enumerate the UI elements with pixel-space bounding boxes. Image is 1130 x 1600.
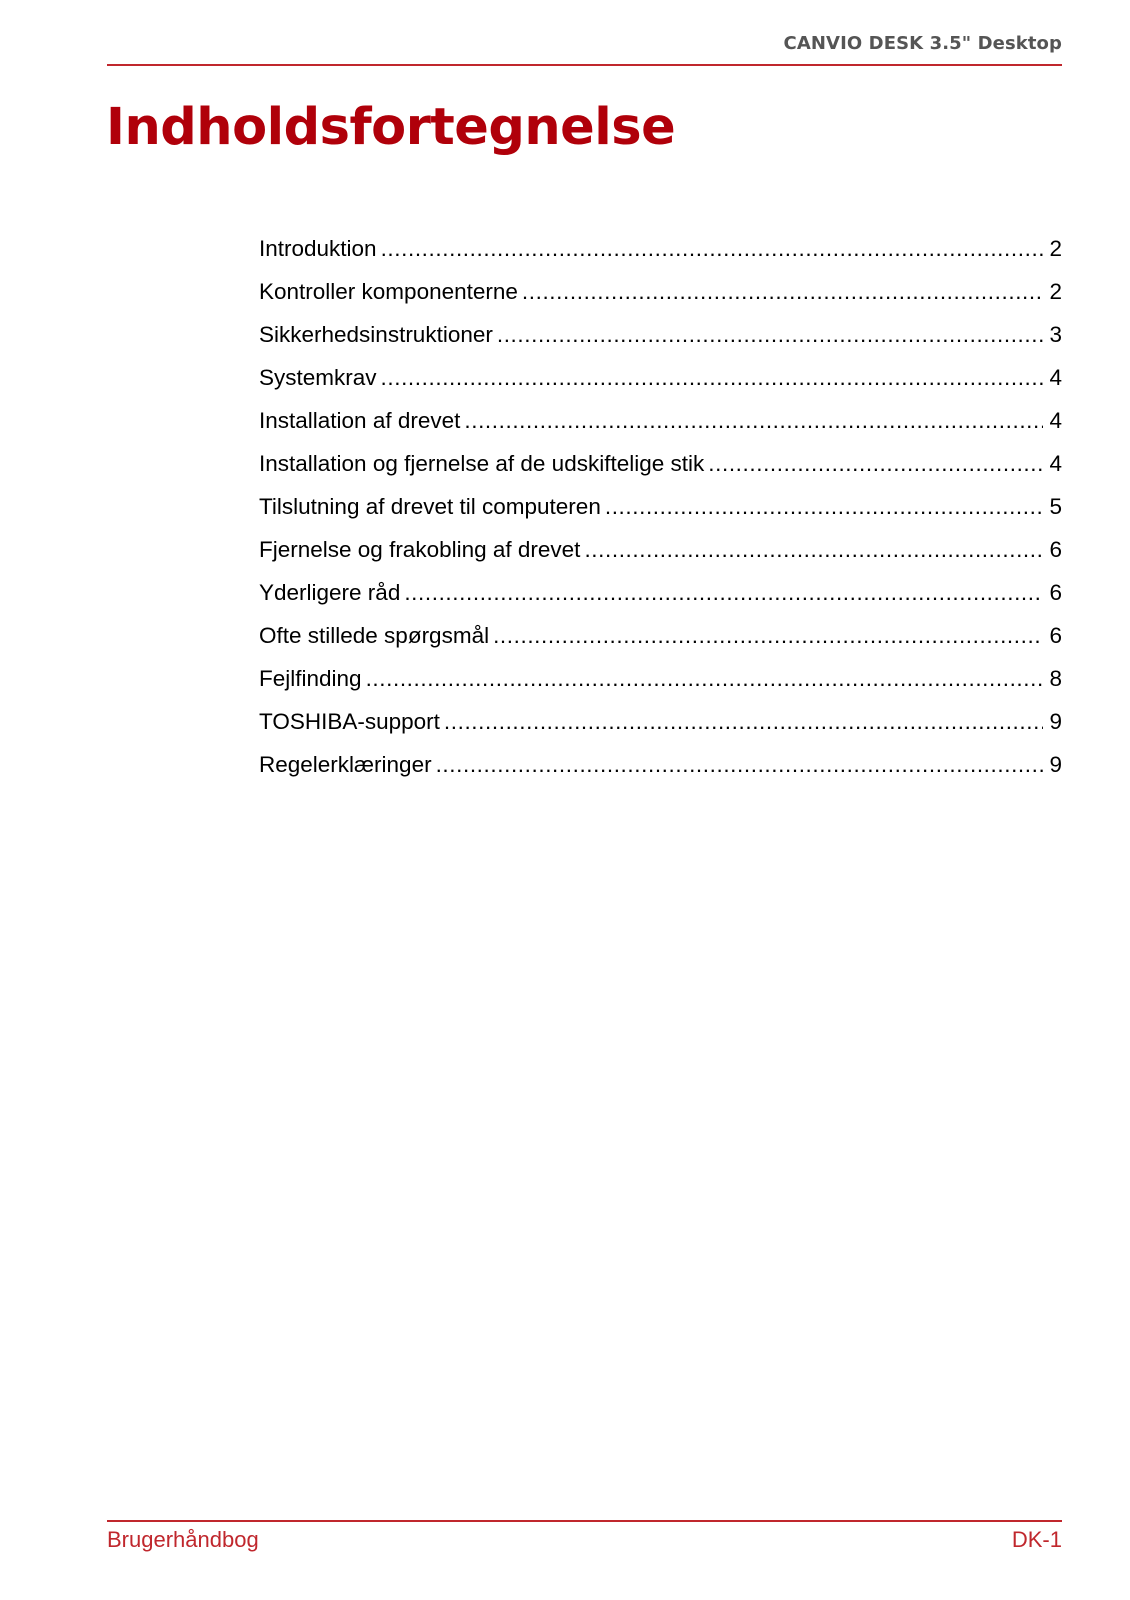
footer-manual-title: Brugerhåndbog bbox=[107, 1527, 259, 1552]
toc-page-number: 5 bbox=[1049, 494, 1062, 519]
toc-entry-label: Kontroller komponenterne bbox=[259, 279, 518, 304]
toc-entry-label: Fjernelse og frakobling af drevet bbox=[259, 537, 581, 562]
toc-dot-leader bbox=[436, 750, 1044, 780]
toc-page-number: 2 bbox=[1049, 236, 1062, 261]
toc-entry-label: Introduktion bbox=[259, 236, 377, 261]
toc-entry-fejlfinding[interactable] bbox=[259, 664, 1062, 707]
toc-page-number: 6 bbox=[1049, 537, 1062, 562]
toc-page-number: 6 bbox=[1049, 580, 1062, 605]
header-divider bbox=[107, 64, 1062, 66]
toc-dot-leader bbox=[404, 578, 1043, 608]
toc-dot-leader bbox=[444, 707, 1044, 737]
page-title: Indholdsfortegnelse bbox=[106, 98, 676, 157]
toc-dot-leader bbox=[493, 621, 1043, 651]
toc-page-number: 9 bbox=[1049, 709, 1062, 734]
toc-page-number: 4 bbox=[1049, 451, 1062, 476]
toc-dot-leader bbox=[708, 449, 1043, 479]
table-of-contents bbox=[259, 234, 1062, 793]
toc-entry-label: Regelerklæringer bbox=[259, 752, 432, 777]
header-product-name: CANVIO DESK 3.5" Desktop bbox=[783, 33, 1062, 54]
toc-page-number: 8 bbox=[1049, 666, 1062, 691]
toc-entry-tilslutning[interactable] bbox=[259, 492, 1062, 535]
toc-entry-label: Tilslutning af drevet til computeren bbox=[259, 494, 601, 519]
toc-dot-leader bbox=[464, 406, 1043, 436]
toc-entry-fjernelse-og-frakobling[interactable] bbox=[259, 535, 1062, 578]
toc-entry-toshiba-support[interactable] bbox=[259, 707, 1062, 750]
toc-dot-leader bbox=[605, 492, 1044, 522]
toc-entry-label: Ofte stillede spørgsmål bbox=[259, 623, 490, 648]
toc-dot-leader bbox=[497, 320, 1044, 350]
toc-page-number: 6 bbox=[1049, 623, 1062, 648]
toc-dot-leader bbox=[522, 277, 1044, 307]
toc-entry-label: Fejlfinding bbox=[259, 666, 362, 691]
footer-divider bbox=[107, 1520, 1062, 1522]
toc-entry-udskiftelige-stik[interactable] bbox=[259, 449, 1062, 492]
toc-entry-label: TOSHIBA-support bbox=[259, 709, 440, 734]
toc-entry-label: Systemkrav bbox=[259, 365, 377, 390]
toc-dot-leader bbox=[381, 234, 1044, 264]
toc-page-number: 4 bbox=[1049, 365, 1062, 390]
toc-page-number: 9 bbox=[1049, 752, 1062, 777]
toc-entry-yderligere-raad[interactable] bbox=[259, 578, 1062, 621]
toc-dot-leader bbox=[381, 363, 1044, 393]
toc-entry-installation-af-drevet[interactable] bbox=[259, 406, 1062, 449]
toc-dot-leader bbox=[584, 535, 1043, 565]
toc-entry-introduktion[interactable] bbox=[259, 234, 1062, 277]
footer-page-number: DK-1 bbox=[1011, 1527, 1062, 1552]
toc-page-number: 3 bbox=[1049, 322, 1062, 347]
toc-entry-kontroller-komponenterne[interactable] bbox=[259, 277, 1062, 320]
toc-page-number: 4 bbox=[1049, 408, 1062, 433]
toc-entry-systemkrav[interactable] bbox=[259, 363, 1062, 406]
toc-entry-label: Sikkerhedsinstruktioner bbox=[259, 322, 493, 347]
toc-dot-leader bbox=[366, 664, 1044, 694]
toc-entry-label: Yderligere råd bbox=[259, 580, 401, 605]
toc-entry-regelerklaeringer[interactable] bbox=[259, 750, 1062, 793]
toc-entry-label: Installation af drevet bbox=[259, 408, 461, 433]
toc-page-number: 2 bbox=[1049, 279, 1062, 304]
toc-entry-label: Installation og fjernelse af de udskiftelige stik bbox=[259, 451, 705, 476]
toc-entry-sikkerhedsinstruktioner[interactable] bbox=[259, 320, 1062, 363]
toc-entry-ofte-stillede-spoergsmaal[interactable] bbox=[259, 621, 1062, 664]
